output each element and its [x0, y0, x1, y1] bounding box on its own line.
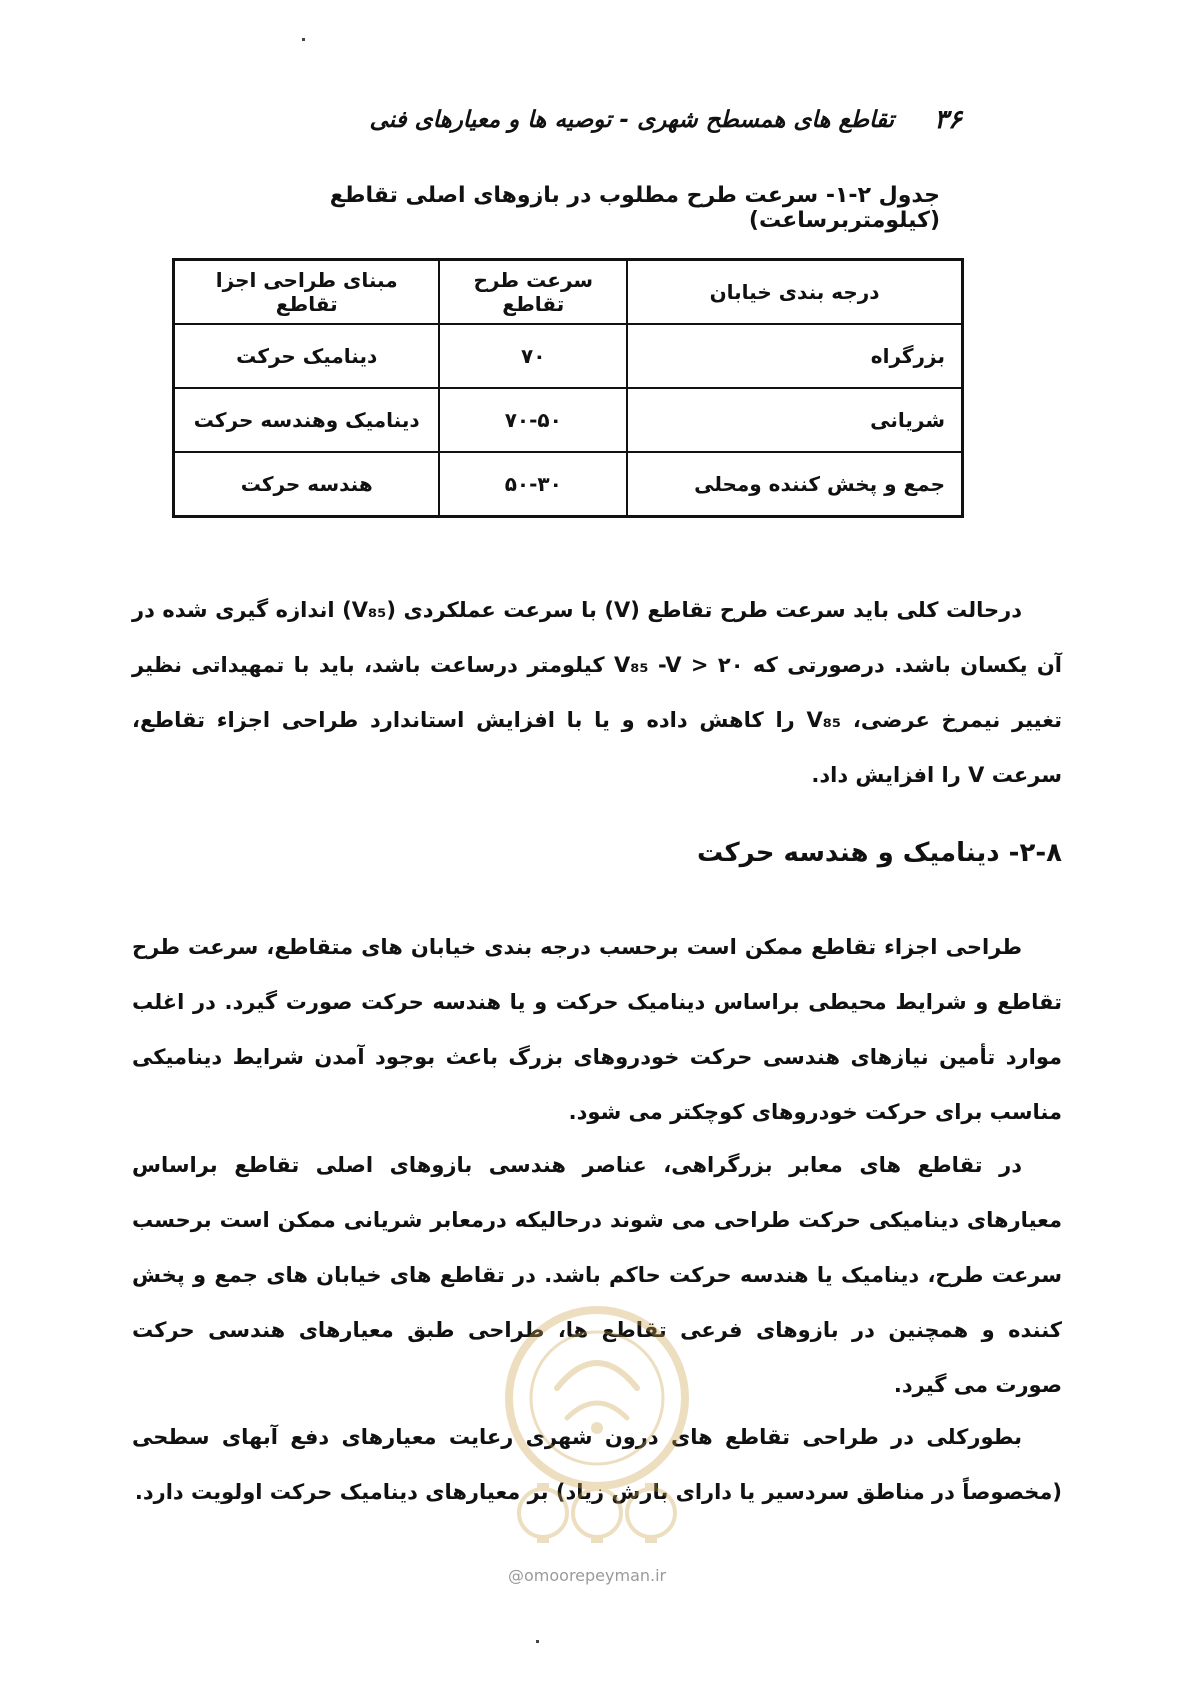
watermark-logo	[497, 1298, 697, 1578]
table-header-row	[174, 260, 963, 325]
cell-classification: جمع و پخش کننده ومحلی	[627, 452, 962, 517]
book-title: تقاطع های همسطح شهری - توصیه ها و معیارهای فنی	[369, 107, 895, 133]
design-speed-table	[172, 258, 964, 518]
cell-design-speed: ۷۰	[439, 324, 627, 388]
paragraph-speed-consistency	[132, 583, 1062, 803]
page-number: ۳۶	[934, 105, 962, 135]
table-row	[174, 388, 963, 452]
at-sign-icon: @	[508, 1566, 524, 1585]
watermark-url: @omoorepeyman.ir	[508, 1566, 667, 1585]
paragraph-text: بطورکلی در طراحی تقاطع های درون شهری رعایت معیارهای دفع آبهای سطحی (مخصوصاً در مناطق سردسیر یا دارای بارش زیاد) بر معیارهای دینامیک حرکت اولویت دارد.	[132, 1425, 1062, 1504]
paragraph-text: درحالت کلی باید سرعت طرح تقاطع (V) با سرعت عملکردی (V₈₅) اندازه گیری شده در آن یکسان باشد. درصورتی که ۲۰ < V₈₅ -V کیلومتر درساعت باشد، باید با تمهیداتی نظیر تغییر نیمرخ عرضی، V₈₅ را کاهش داده و یا با افزایش استاندارد طراحی اجزاء تقاطع، سرعت V را افزایش داد.	[132, 598, 1062, 787]
cell-design-basis: دینامیک وهندسه حرکت	[174, 388, 440, 452]
cell-classification: بزرگراه	[627, 324, 962, 388]
cell-design-speed: ۵۰-۳۰	[439, 452, 627, 517]
paragraph-design-basis	[132, 920, 1062, 1140]
paragraph-text: در تقاطع های معابر بزرگراهی، عناصر هندسی بازوهای اصلی تقاطع براساس معیارهای دینامیکی حرکت طراحی می شوند درحالیکه درمعابر شریانی ممکن است برحسب سرعت طرح، دینامیک یا هندسه حرکت حاکم باشد. در تقاطع های خیابان های جمع و پخش کننده و همچنین در بازوهای فرعی تقاطع ها، طراحی طبق معیارهای هندسی حرکت صورت می گیرد.	[132, 1153, 1062, 1397]
cell-design-basis: هندسه حرکت	[174, 452, 440, 517]
section-heading: ۲-۸- دینامیک و هندسه حرکت	[696, 838, 1062, 868]
scan-dot	[302, 38, 305, 41]
header-classification: درجه بندی خیابان	[627, 260, 962, 325]
cell-design-basis: دینامیک حرکت	[174, 324, 440, 388]
scan-dot	[536, 1640, 539, 1643]
table-row	[174, 452, 963, 517]
header-design-speed: سرعت طرح تقاطع	[439, 260, 627, 325]
paragraph-text: طراحی اجزاء تقاطع ممکن است برحسب درجه بندی خیابان های متقاطع، سرعت طرح تقاطع و شرایط محیطی براساس دینامیک حرکت و یا هندسه حرکت صورت گیرد. در اغلب موارد تأمین نیازهای هندسی حرکت خودروهای بزرگ باعث بوجود آمدن شرایط دینامیکی مناسب برای حرکت خودروهای کوچکتر می شود.	[132, 935, 1062, 1124]
table-caption: جدول ۲-۱- سرعت طرح مطلوب در بازوهای اصلی تقاطع (کیلومتربرساعت)	[329, 183, 940, 233]
header-design-basis: مبنای طراحی اجزا تقاطع	[174, 260, 440, 325]
cell-design-speed: ۷۰-۵۰	[439, 388, 627, 452]
cell-classification: شریانی	[627, 388, 962, 452]
running-header	[202, 100, 962, 140]
table-row	[174, 324, 963, 388]
